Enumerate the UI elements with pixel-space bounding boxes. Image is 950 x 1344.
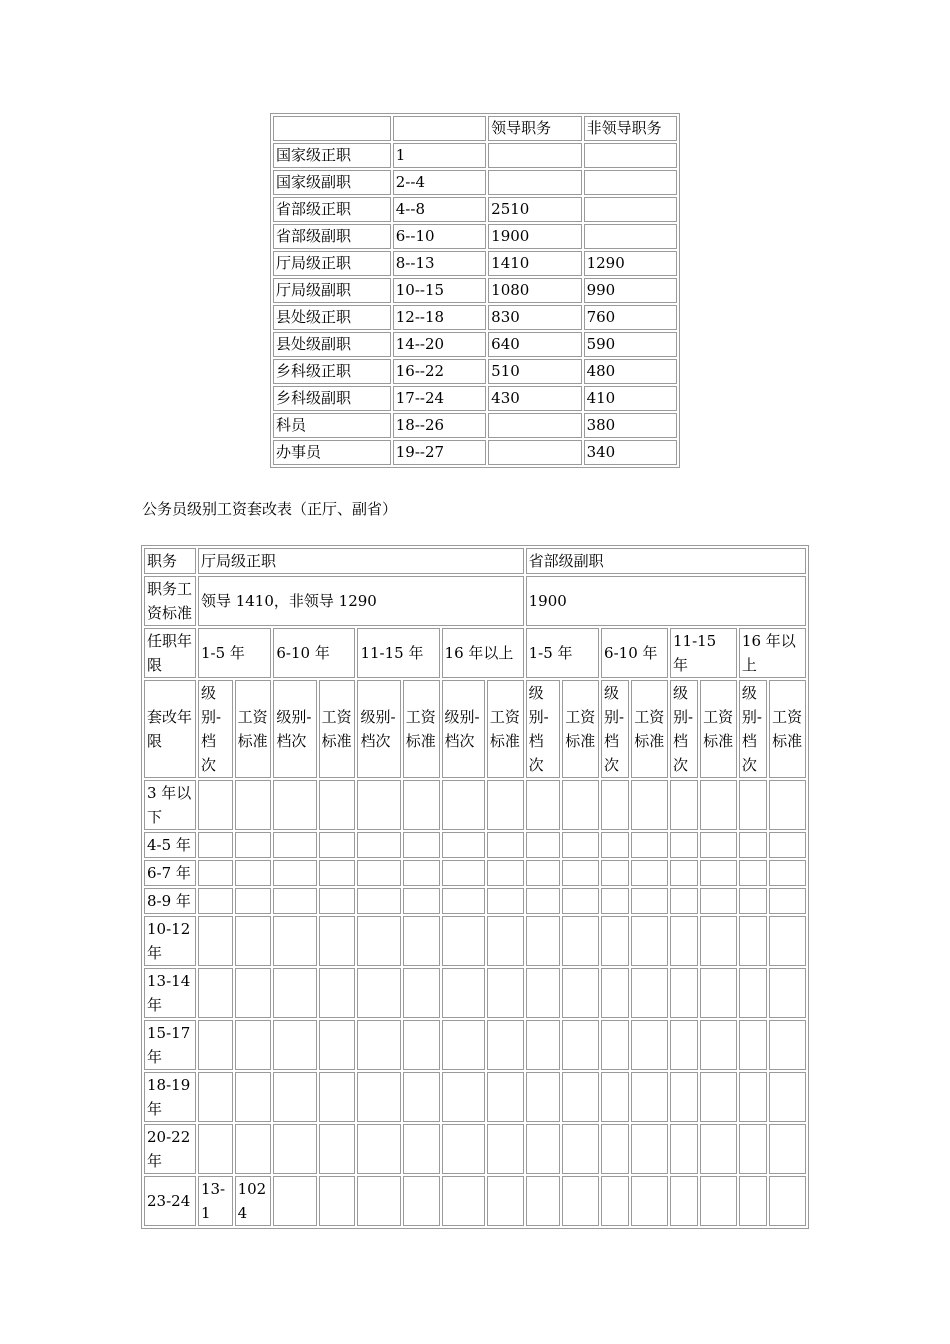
data-cell — [769, 860, 806, 886]
data-cell — [562, 888, 599, 914]
level-grade-header: 级别-档次 — [739, 680, 767, 778]
data-cell — [198, 860, 233, 886]
rank-cell: 17--24 — [393, 386, 486, 411]
data-cell — [670, 780, 698, 830]
data-cell — [631, 916, 668, 966]
data-cell — [631, 888, 668, 914]
data-cell — [526, 968, 561, 1018]
data-cell — [357, 1072, 400, 1122]
rank-cell: 省部级副职 — [273, 224, 391, 249]
tenure-cell: 6-10 年 — [601, 628, 668, 678]
wage-standard-header: 工资标准 — [487, 680, 524, 778]
data-cell — [442, 860, 485, 886]
data-cell — [273, 916, 316, 966]
rank-table-body — [273, 116, 677, 465]
data-cell — [487, 968, 524, 1018]
data-cell — [273, 1176, 316, 1226]
data-cell: 1024 — [235, 1176, 272, 1226]
data-cell — [487, 1124, 524, 1174]
data-cell — [769, 1020, 806, 1070]
data-cell — [273, 1124, 316, 1174]
data-cell — [601, 780, 629, 830]
data-cell — [442, 1072, 485, 1122]
rank-table-row — [273, 143, 677, 168]
data-cell — [700, 1072, 737, 1122]
data-cell — [198, 1124, 233, 1174]
rank-table-row — [273, 413, 677, 438]
data-cell — [487, 860, 524, 886]
rank-cell: 380 — [584, 413, 677, 438]
rank-cell: 14--20 — [393, 332, 486, 357]
data-cell — [700, 832, 737, 858]
data-cell — [198, 780, 233, 830]
data-cell — [487, 916, 524, 966]
rank-cell: 4--8 — [393, 197, 486, 222]
position-row — [144, 548, 806, 574]
data-cell — [670, 860, 698, 886]
rank-cell: 1900 — [488, 224, 581, 249]
data-cell — [700, 1020, 737, 1070]
rank-cell: 1410 — [488, 251, 581, 276]
data-cell — [562, 832, 599, 858]
data-cell — [198, 1072, 233, 1122]
tenure-years-label: 3 年以下 — [144, 780, 196, 830]
data-cell — [235, 860, 272, 886]
data-cell — [700, 888, 737, 914]
data-cell — [526, 1020, 561, 1070]
wage-standard-header: 工资标准 — [403, 680, 440, 778]
rank-table-row — [273, 278, 677, 303]
data-cell — [487, 1176, 524, 1226]
data-cell — [273, 832, 316, 858]
data-cell — [442, 1176, 485, 1226]
data-cell — [739, 1176, 767, 1226]
tenure-years-label: 23-24 — [144, 1176, 196, 1226]
data-cell — [487, 780, 524, 830]
data-cell — [562, 968, 599, 1018]
data-cell — [442, 780, 485, 830]
rank-cell: 340 — [584, 440, 677, 465]
level-grade-header: 级别-档次 — [601, 680, 629, 778]
data-cell — [670, 1124, 698, 1174]
wage-conversion-table — [141, 545, 809, 1229]
wage-conversion-table-body — [144, 548, 806, 1226]
rank-table-header — [273, 116, 677, 141]
rank-table-row — [273, 251, 677, 276]
data-cell — [487, 832, 524, 858]
data-cell — [357, 832, 400, 858]
data-cell — [198, 968, 233, 1018]
data-cell — [562, 1020, 599, 1070]
tenure-label: 任职年限 — [144, 628, 196, 678]
tenure-years-label: 6-7 年 — [144, 860, 196, 886]
data-cell — [235, 968, 272, 1018]
wage-standard-header: 工资标准 — [700, 680, 737, 778]
data-cell — [273, 888, 316, 914]
rank-table-row — [273, 359, 677, 384]
data-cell — [198, 1020, 233, 1070]
rank-cell: 厅局级副职 — [273, 278, 391, 303]
rank-cell: 6--10 — [393, 224, 486, 249]
rank-cell: 乡科级正职 — [273, 359, 391, 384]
data-cell — [601, 832, 629, 858]
rank-table — [270, 113, 680, 468]
data-cell — [631, 1020, 668, 1070]
data-cell — [700, 780, 737, 830]
data-cell — [235, 1072, 272, 1122]
tenure-cell: 11-15 年 — [670, 628, 737, 678]
tenure-years-label: 4-5 年 — [144, 832, 196, 858]
data-cell — [700, 860, 737, 886]
rank-cell: 1080 — [488, 278, 581, 303]
data-cell — [319, 860, 356, 886]
data-cell — [319, 1020, 356, 1070]
data-cell — [769, 832, 806, 858]
data-cell — [357, 780, 400, 830]
data-cell — [442, 1124, 485, 1174]
standard-left: 领导 1410，非领导 1290 — [198, 576, 524, 626]
data-cell — [319, 832, 356, 858]
level-grade-header: 级别-档次 — [526, 680, 561, 778]
data-cell — [526, 1176, 561, 1226]
tenure-cell: 16 年以上 — [442, 628, 524, 678]
data-cell — [739, 860, 767, 886]
standard-label: 职务工资标准 — [144, 576, 196, 626]
data-cell — [235, 1020, 272, 1070]
tenure-data-row — [144, 1072, 806, 1122]
level-grade-header: 级别-档次 — [198, 680, 233, 778]
data-cell — [562, 780, 599, 830]
rank-cell — [488, 413, 581, 438]
data-cell — [403, 860, 440, 886]
data-cell — [198, 916, 233, 966]
data-cell — [273, 968, 316, 1018]
rank-cell: 760 — [584, 305, 677, 330]
data-cell — [670, 916, 698, 966]
data-cell — [403, 1020, 440, 1070]
data-cell — [769, 1124, 806, 1174]
tenure-cell: 1-5 年 — [526, 628, 599, 678]
rank-cell: 县处级副职 — [273, 332, 391, 357]
rank-cell: 590 — [584, 332, 677, 357]
data-cell — [235, 832, 272, 858]
data-cell — [526, 832, 561, 858]
data-cell — [670, 1176, 698, 1226]
data-cell — [769, 1176, 806, 1226]
tenure-data-row — [144, 860, 806, 886]
rank-cell: 480 — [584, 359, 677, 384]
rank-cell: 12--18 — [393, 305, 486, 330]
data-cell — [319, 1072, 356, 1122]
wage-standard-header: 工资标准 — [562, 680, 599, 778]
data-cell — [319, 780, 356, 830]
rank-cell: 8--13 — [393, 251, 486, 276]
data-cell — [403, 780, 440, 830]
rank-cell: 410 — [584, 386, 677, 411]
wage-standard-header: 工资标准 — [319, 680, 356, 778]
data-cell — [357, 968, 400, 1018]
data-cell — [319, 916, 356, 966]
data-cell — [357, 888, 400, 914]
rank-cell: 乡科级副职 — [273, 386, 391, 411]
data-cell — [631, 1124, 668, 1174]
rank-cell: 省部级正职 — [273, 197, 391, 222]
data-cell — [601, 1176, 629, 1226]
data-cell — [601, 1124, 629, 1174]
rank-cell — [488, 143, 581, 168]
data-cell — [357, 1020, 400, 1070]
tenure-data-row — [144, 888, 806, 914]
data-cell — [769, 1072, 806, 1122]
data-cell — [526, 780, 561, 830]
rank-header-cell — [393, 116, 486, 141]
data-cell — [562, 1176, 599, 1226]
rank-cell: 10--15 — [393, 278, 486, 303]
data-cell — [601, 968, 629, 1018]
tenure-years-label: 15-17年 — [144, 1020, 196, 1070]
data-cell — [739, 780, 767, 830]
data-cell — [357, 1176, 400, 1226]
tenure-data-row — [144, 832, 806, 858]
data-cell — [357, 860, 400, 886]
data-cell — [273, 780, 316, 830]
data-cell — [235, 780, 272, 830]
tenure-data-row — [144, 1020, 806, 1070]
table-caption: 公务员级别工资套改表（正厅、副省） — [142, 500, 398, 518]
rank-cell — [584, 197, 677, 222]
data-cell — [700, 1176, 737, 1226]
position-right: 省部级副职 — [526, 548, 806, 574]
data-cell — [562, 1124, 599, 1174]
rank-cell — [584, 224, 677, 249]
data-cell — [631, 968, 668, 1018]
tenure-cell: 6-10 年 — [273, 628, 355, 678]
rank-cell: 2510 — [488, 197, 581, 222]
data-cell — [769, 780, 806, 830]
data-cell — [601, 1072, 629, 1122]
tenure-data-row — [144, 780, 806, 830]
data-cell — [442, 832, 485, 858]
rank-cell: 990 — [584, 278, 677, 303]
data-cell — [442, 968, 485, 1018]
data-cell — [670, 1072, 698, 1122]
data-cell — [601, 888, 629, 914]
data-cell — [700, 1124, 737, 1174]
data-cell — [631, 780, 668, 830]
data-cell — [562, 916, 599, 966]
data-cell — [273, 860, 316, 886]
data-cell — [319, 888, 356, 914]
data-cell — [769, 968, 806, 1018]
data-cell — [198, 888, 233, 914]
data-cell — [526, 916, 561, 966]
data-cell — [739, 1124, 767, 1174]
tenure-years-label: 8-9 年 — [144, 888, 196, 914]
data-cell — [235, 916, 272, 966]
data-cell — [631, 860, 668, 886]
data-cell — [526, 1124, 561, 1174]
data-cell — [198, 832, 233, 858]
data-cell — [235, 1124, 272, 1174]
rank-table-row — [273, 224, 677, 249]
tenure-cell: 1-5 年 — [198, 628, 271, 678]
data-cell — [739, 1020, 767, 1070]
data-cell — [562, 860, 599, 886]
rank-cell: 18--26 — [393, 413, 486, 438]
data-cell — [319, 968, 356, 1018]
data-cell — [403, 1072, 440, 1122]
data-cell — [631, 1176, 668, 1226]
data-cell — [403, 916, 440, 966]
rank-table-row — [273, 197, 677, 222]
data-cell — [601, 860, 629, 886]
data-cell — [442, 916, 485, 966]
rank-cell: 厅局级正职 — [273, 251, 391, 276]
rank-table-row — [273, 332, 677, 357]
wage-standard-header: 工资标准 — [235, 680, 272, 778]
data-cell — [670, 1020, 698, 1070]
rank-cell: 国家级正职 — [273, 143, 391, 168]
data-cell — [631, 1072, 668, 1122]
data-cell — [487, 1020, 524, 1070]
data-cell — [403, 888, 440, 914]
data-cell — [487, 888, 524, 914]
rank-cell: 2--4 — [393, 170, 486, 195]
data-cell — [739, 832, 767, 858]
data-cell — [769, 916, 806, 966]
data-cell — [526, 1072, 561, 1122]
rank-cell: 16--22 — [393, 359, 486, 384]
data-cell — [487, 1072, 524, 1122]
data-cell — [235, 888, 272, 914]
rank-header-cell: 非领导职务 — [584, 116, 677, 141]
data-cell — [319, 1176, 356, 1226]
rank-table-row — [273, 386, 677, 411]
data-cell — [403, 968, 440, 1018]
rank-cell — [488, 440, 581, 465]
rank-cell: 科员 — [273, 413, 391, 438]
tenure-cell: 16 年以上 — [739, 628, 806, 678]
data-cell — [442, 1020, 485, 1070]
tenure-years-label: 10-12年 — [144, 916, 196, 966]
data-cell — [739, 968, 767, 1018]
wage-standard-header: 工资标准 — [769, 680, 806, 778]
data-cell — [670, 832, 698, 858]
data-cell — [601, 1020, 629, 1070]
rank-cell: 1290 — [584, 251, 677, 276]
data-cell — [526, 888, 561, 914]
level-grade-header: 级别-档次 — [357, 680, 400, 778]
rank-cell: 19--27 — [393, 440, 486, 465]
data-cell — [739, 1072, 767, 1122]
data-cell — [601, 916, 629, 966]
wage-standard-header: 工资标准 — [631, 680, 668, 778]
rank-cell — [584, 170, 677, 195]
data-cell — [739, 888, 767, 914]
rank-cell: 办事员 — [273, 440, 391, 465]
subheader-label: 套改年限 — [144, 680, 196, 778]
data-cell — [442, 888, 485, 914]
tenure-data-row — [144, 1124, 806, 1174]
position-label: 职务 — [144, 548, 196, 574]
rank-cell — [488, 170, 581, 195]
tenure-row — [144, 628, 806, 678]
data-cell: 13-1 — [198, 1176, 233, 1226]
data-cell — [526, 860, 561, 886]
tenure-data-row — [144, 1176, 806, 1226]
level-grade-header: 级别-档次 — [670, 680, 698, 778]
rank-cell: 国家级副职 — [273, 170, 391, 195]
data-cell — [273, 1020, 316, 1070]
data-cell — [631, 832, 668, 858]
standard-row — [144, 576, 806, 626]
rank-table-row — [273, 170, 677, 195]
data-cell — [739, 916, 767, 966]
rank-header-cell: 领导职务 — [488, 116, 581, 141]
data-cell — [700, 916, 737, 966]
rank-cell: 830 — [488, 305, 581, 330]
rank-cell: 1 — [393, 143, 486, 168]
level-grade-header: 级别-档次 — [442, 680, 485, 778]
tenure-cell: 11-15 年 — [357, 628, 439, 678]
data-cell — [357, 1124, 400, 1174]
data-cell — [670, 968, 698, 1018]
data-cell — [562, 1072, 599, 1122]
data-cell — [403, 832, 440, 858]
rank-header-cell — [273, 116, 391, 141]
tenure-years-label: 13-14年 — [144, 968, 196, 1018]
data-cell — [319, 1124, 356, 1174]
tenure-years-label: 18-19年 — [144, 1072, 196, 1122]
rank-cell: 430 — [488, 386, 581, 411]
rank-cell: 640 — [488, 332, 581, 357]
rank-table-row — [273, 305, 677, 330]
position-left: 厅局级正职 — [198, 548, 524, 574]
rank-cell: 510 — [488, 359, 581, 384]
tenure-data-row — [144, 968, 806, 1018]
data-cell — [357, 916, 400, 966]
standard-right: 1900 — [526, 576, 806, 626]
subheader-row — [144, 680, 806, 778]
rank-cell — [584, 143, 677, 168]
level-grade-header: 级别-档次 — [273, 680, 316, 778]
data-cell — [403, 1124, 440, 1174]
data-cell — [670, 888, 698, 914]
data-cell — [700, 968, 737, 1018]
data-cell — [403, 1176, 440, 1226]
data-cell — [273, 1072, 316, 1122]
data-cell — [769, 888, 806, 914]
rank-table-row — [273, 440, 677, 465]
rank-cell: 县处级正职 — [273, 305, 391, 330]
tenure-years-label: 20-22年 — [144, 1124, 196, 1174]
tenure-data-row — [144, 916, 806, 966]
